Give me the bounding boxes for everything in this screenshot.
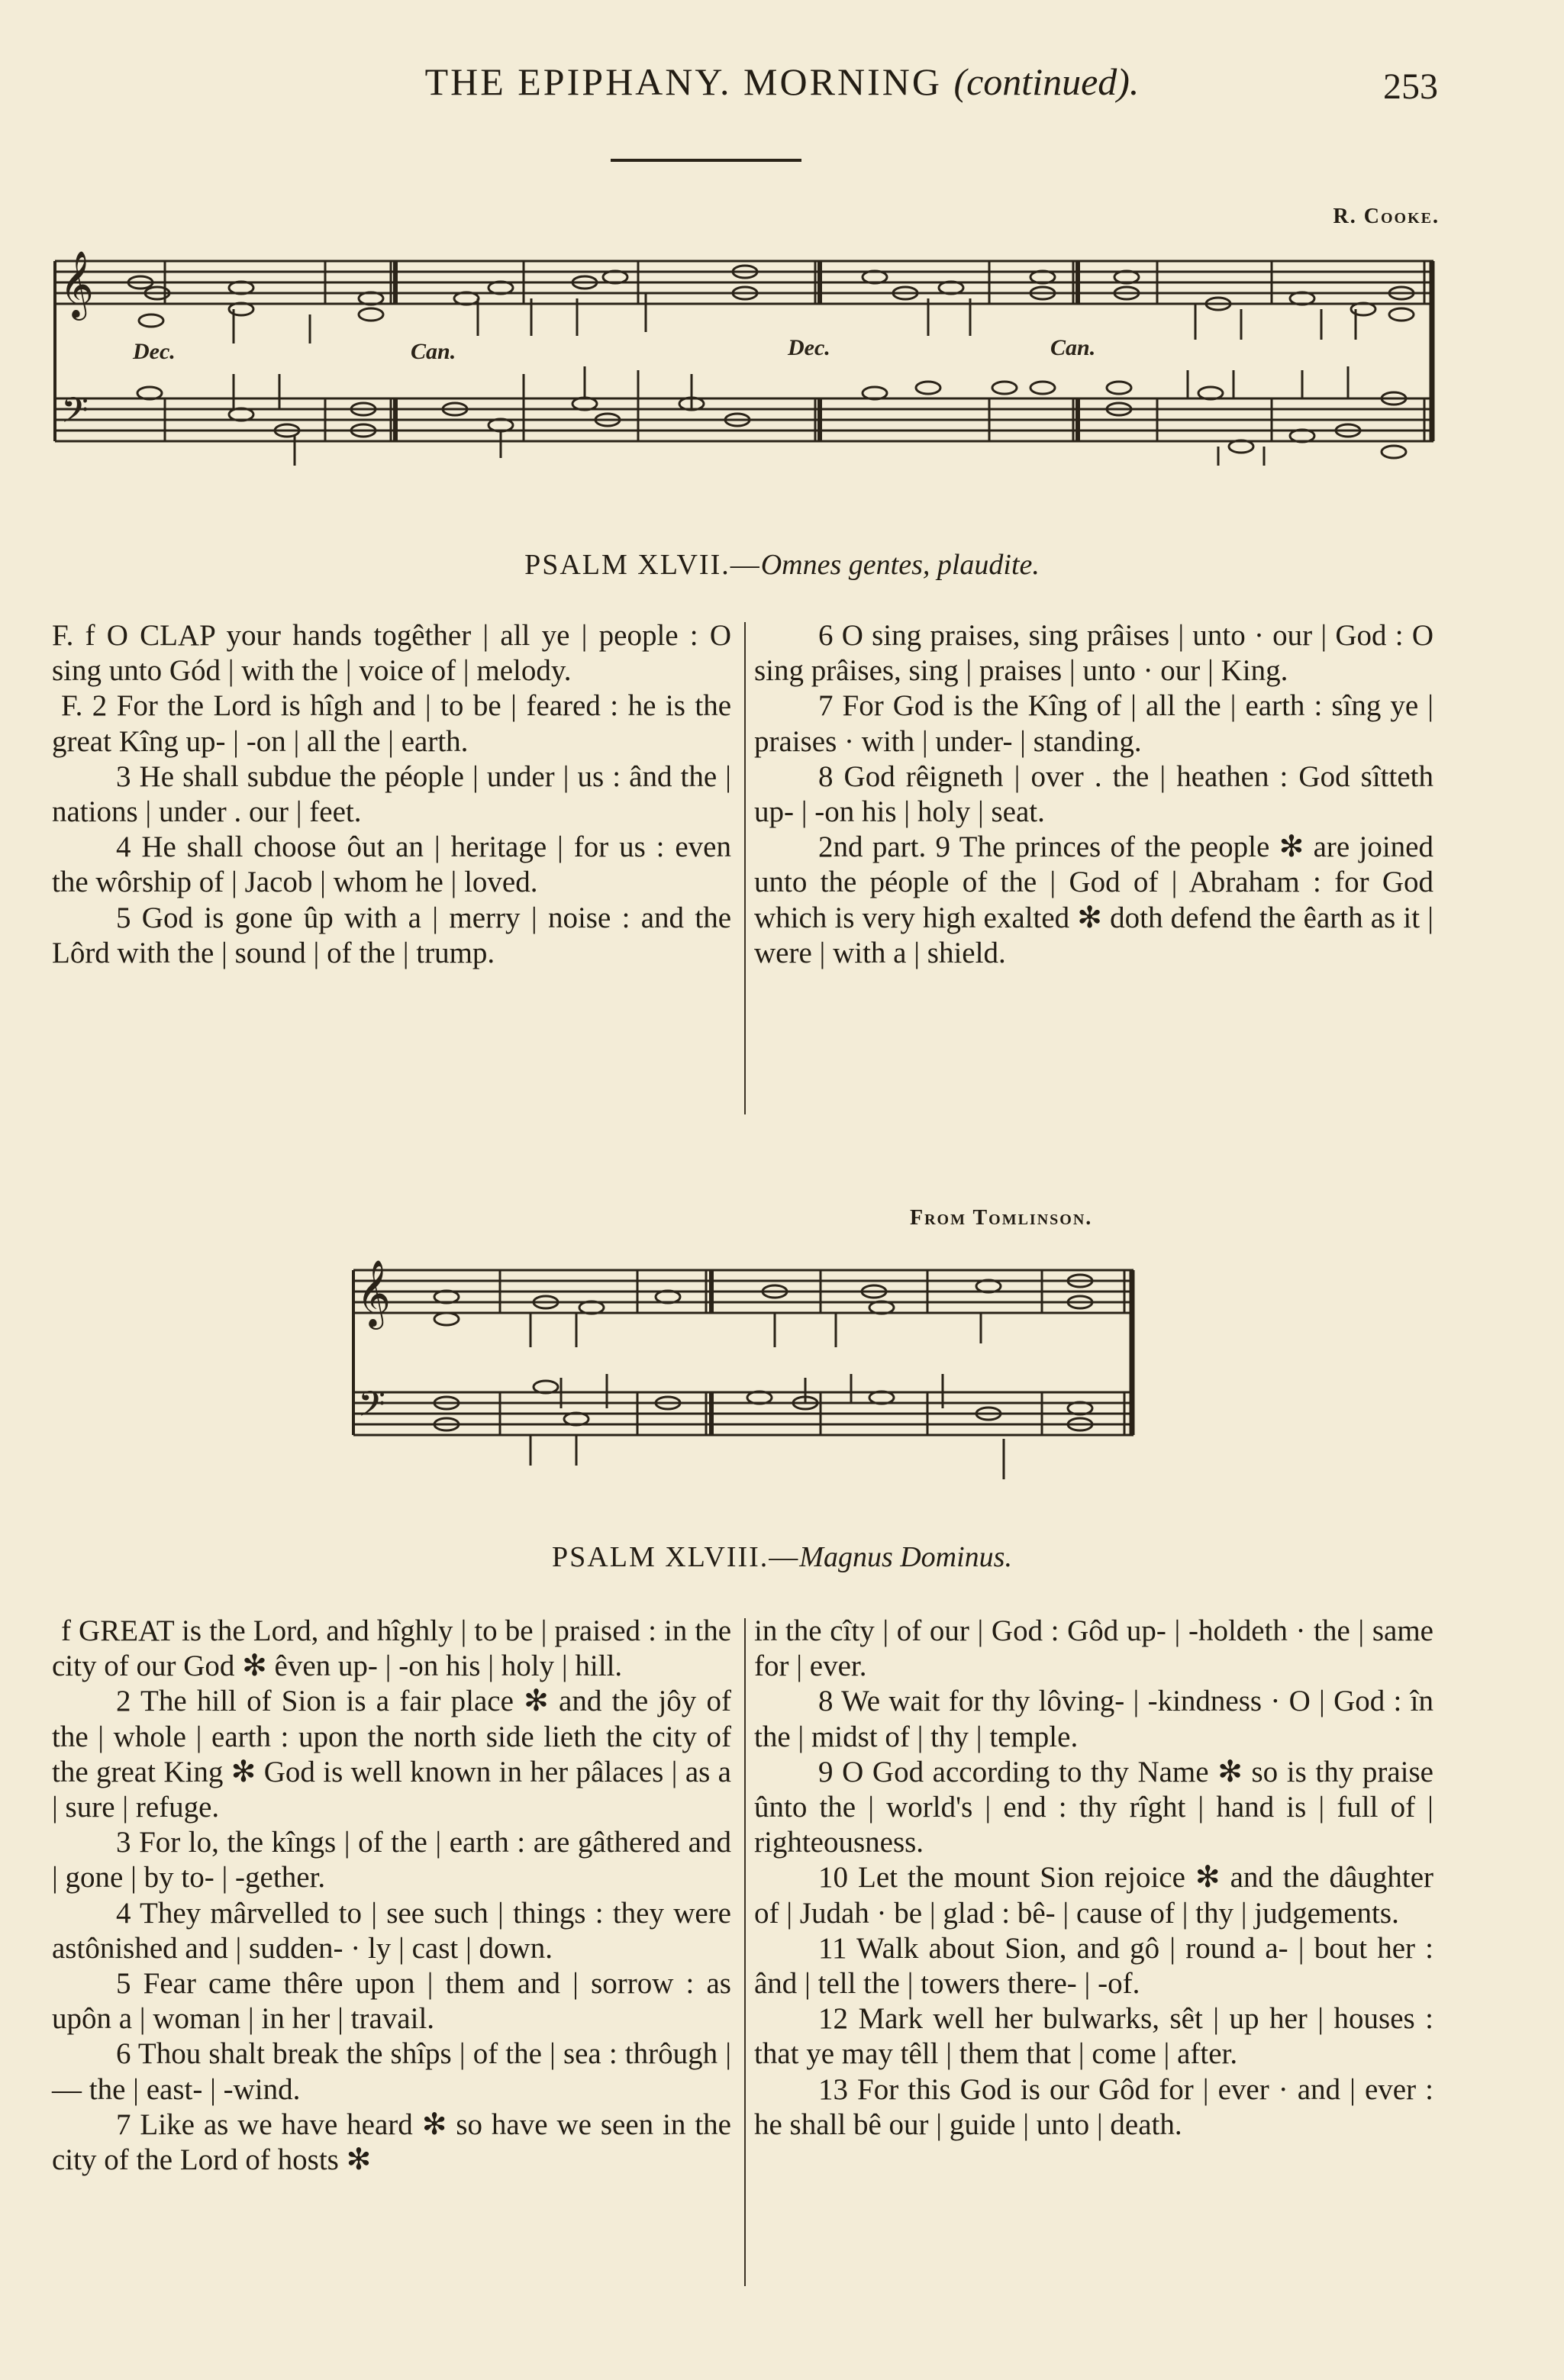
- chant1-mark-can-1: Can.: [411, 339, 456, 364]
- chant1-bass-staff: [55, 398, 1433, 441]
- psalm48-verse-6: 6 Thou shalt break the shîps | of the | sea : thrôugh | — the | east- | -wind.: [52, 2037, 731, 2106]
- header-rule: [611, 159, 801, 162]
- psalm47-verse-5: 5 God is gone ûp with a | merry | noise : and the Lôrd with the | sound | of the | trump.: [52, 901, 731, 969]
- psalm48-number: PSALM XLVIII.—: [552, 1541, 800, 1573]
- running-title: THE EPIPHANY. MORNING: [424, 60, 942, 103]
- psalm48-verse-10: 10 Let the mount Sion rejoice ✻ and the dâughter of | Judah · be | glad : bê- | cause of | thy | judgements.: [754, 1861, 1433, 1930]
- psalm48-verse-2: 2 The hill of Sion is a fair place ✻ and the jôy of the | whole | earth : upon the north side lieth the city of the great King ✻ God is well known in her pâlaces | as a | sure | refuge.: [52, 1685, 731, 1824]
- psalm48-verse-9: 9 O God according to thy Name ✻ so is thy praise ûnto the | world's | end : thy rîght | hand is | full of | righteousness.: [754, 1755, 1433, 1859]
- psalm47-verse-8: 8 God rêigneth | over . the | heathen : God sîtteth up- | -on his | holy | seat.: [754, 759, 1433, 829]
- chant1-score: [50, 229, 1441, 473]
- psalm47-right-column: [754, 618, 1433, 971]
- chant2-treble-clef: 𝄞: [356, 1262, 391, 1326]
- psalm48-verse-7-cont: in the cîty | of our | God : Gôd up- | -holdeth · the | same for | ever.: [754, 1614, 1433, 1683]
- psalm47-verse-2: F. 2 For the Lord is hîgh and | to be | feared : he is the great Kîng up- | -on | all the | earth.: [52, 689, 731, 758]
- chant1-mark-can-2: Can.: [1050, 335, 1096, 360]
- psalm48-verse-8: 8 We wait for thy lôving- | -kindness · O | God : în the | midst of | thy | temple.: [754, 1685, 1433, 1753]
- chant1-mark-dec-2: Dec.: [788, 335, 830, 360]
- psalm48-latin-title: Magnus Dominus.: [799, 1541, 1012, 1573]
- chant1-bass-clef: 𝄢: [61, 392, 89, 439]
- psalm48-heading: [0, 1540, 1564, 1574]
- psalm48-verse-3: 3 For lo, the kîngs | of the | earth : are gâthered and | gone | by to- | -gether.: [52, 1826, 731, 1895]
- psalm47-number: PSALM XLVII.—: [524, 549, 761, 581]
- psalm47-column-rule: [744, 622, 746, 1114]
- chant2-composer: From Tomlinson.: [910, 1206, 1093, 1230]
- chant1-stems: [234, 293, 1356, 466]
- chant1-treble-staff: [55, 261, 1433, 304]
- chant2-barlines: [353, 1270, 1132, 1435]
- psalm47-verse-7: 7 For God is the Kîng of | all the | earth : sîng ye | praises · with | under- | standing.: [754, 689, 1433, 758]
- psalm48-verse-7: 7 Like as we have heard ✻ so have we seen in the city of the Lord of hosts ✻: [52, 2107, 731, 2177]
- running-head: [0, 60, 1564, 104]
- psalm48-verse-12: 12 Mark well her bulwarks, sêt | up her | houses : that ye may têll | them that | come | after.: [754, 2002, 1433, 2071]
- psalm48-right-column: [754, 1614, 1433, 2143]
- psalm48-verse-1: f GREAT is the Lord, and hîghly | to be | praised : in the city of our God ✻ êven up- | -on his | holy | hill.: [52, 1614, 731, 1683]
- psalm47-verse-6: 6 O sing praises, sing prâises | unto · our | God : O sing prâises, sing | praises | unto · our | King.: [754, 619, 1433, 688]
- psalm47-heading: [0, 548, 1564, 582]
- running-subtitle: (continued).: [953, 60, 1140, 103]
- chant1-treble-clef: 𝄞: [60, 253, 94, 317]
- psalm47-verse-9: 2nd part. 9 The princes of the people ✻ are joined unto the péople of the | God of | Abraham : for God which is very high exalted ✻ doth defend the êarth as it | were | with a | shield.: [754, 830, 1433, 969]
- psalm48-verse-13: 13 For this God is our Gôd for | ever · and | ever : he shall bê our | guide | unto | death.: [754, 2072, 1433, 2141]
- psalm48-verse-11: 11 Walk about Sion, and gô | round a- | bout her : ând | tell the | towers there- | -of.: [754, 1931, 1433, 2001]
- chant2-notes: [434, 1275, 1092, 1430]
- chant2-score: [347, 1237, 1145, 1488]
- page-number: 253: [1383, 66, 1438, 107]
- psalm48-column-rule: [744, 1618, 746, 2286]
- chant2-treble-staff: [353, 1270, 1133, 1313]
- chant2-bass-clef: 𝄢: [358, 1385, 386, 1433]
- psalm47-latin-title: Omnes gentes, plaudite.: [760, 549, 1040, 581]
- psalm47-verse-1: F. f O CLAP your hands togêther | all ye | people : O sing unto Gód | with the | voice of | melody.: [52, 619, 731, 688]
- psalm48-left-column: [52, 1614, 731, 2178]
- chant1-notes: [128, 266, 1414, 458]
- psalm48-verse-5: 5 Fear came thêre upon | them and | sorrow : as upôn a | woman | in her | travail.: [52, 1967, 731, 2036]
- psalm48-verse-4: 4 They mârvelled to | see such | things : they were astônished and | sudden- · ly | cast | down.: [52, 1896, 731, 1965]
- chant1-composer: R. Cooke.: [1333, 205, 1440, 228]
- chant1-mark-dec-1: Dec.: [133, 339, 176, 364]
- psalm47-verse-4: 4 He shall choose ôut an | heritage | for us : even the wôrship of | Jacob | whom he | loved.: [52, 830, 731, 899]
- chant2-bass-staff: [353, 1392, 1133, 1435]
- psalm47-verse-3: 3 He shall subdue the péople | under | us : ând the | nations | under . our | feet.: [52, 759, 731, 829]
- psalm47-left-column: [52, 618, 731, 971]
- chant2-stems: [530, 1313, 1004, 1479]
